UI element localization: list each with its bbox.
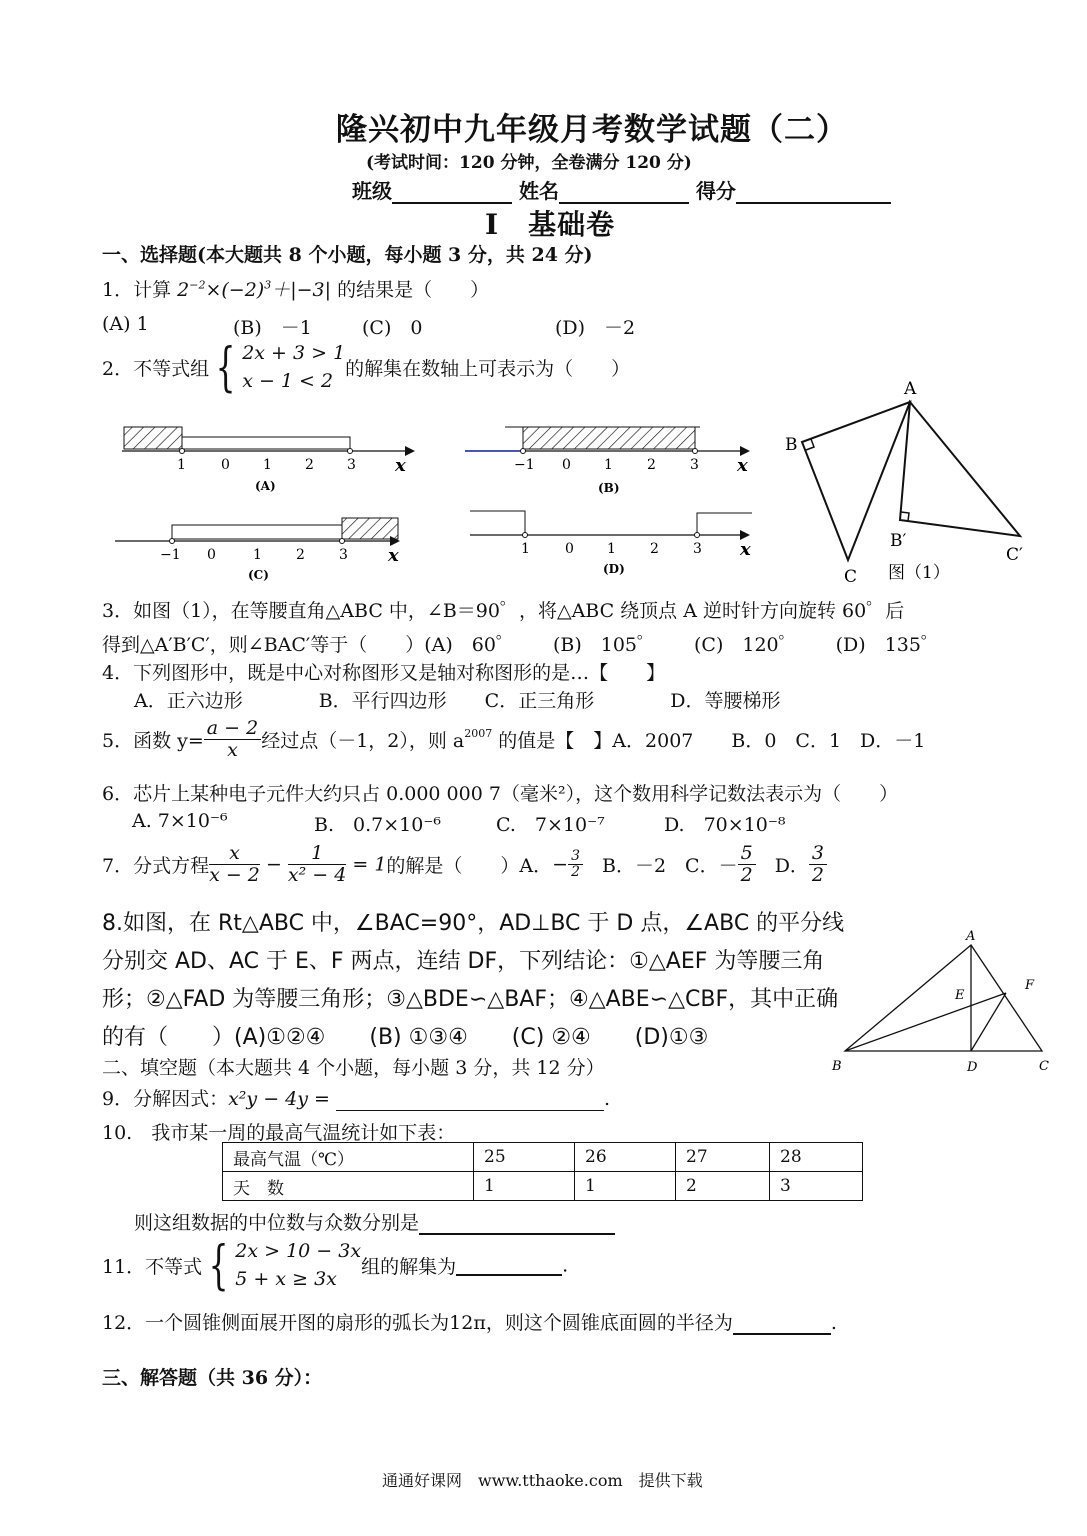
table-row: 天 数 1 1 2 3 (223, 1172, 863, 1201)
name-blank[interactable] (559, 184, 689, 204)
q8-label-a: A (966, 929, 976, 944)
q8-label-c: C (1039, 1059, 1049, 1074)
svg-text:1: 1 (253, 547, 262, 563)
figure-q8-triangle (825, 925, 1060, 1080)
svg-text:2: 2 (305, 457, 314, 473)
svg-text:1: 1 (263, 457, 272, 473)
question-8-line4: 的有（ ）(A)①②④ (B) ①③④ (C) ②④ (D)①③ (102, 1025, 709, 1050)
svg-text:2: 2 (647, 457, 656, 473)
number-line-c (115, 518, 400, 582)
x-axis-label-a: x (395, 455, 406, 476)
class-label: 班级 (352, 179, 392, 203)
question-8-line2: 分别交 AD、AC 于 E、F 两点，连结 DF，下列结论：①△AEF 为等腰三角 (102, 949, 825, 974)
brace-icon: { (215, 337, 236, 398)
q8-label-f: F (1025, 978, 1035, 993)
question-11: 11．不等式 { 2x > 10 − 3x 5 + x ≥ 3x 组的解集为 . (102, 1235, 569, 1296)
q11-answer-blank[interactable] (456, 1256, 562, 1276)
question-4: 4．下列图形中，既是中心对称图形又是轴对称图形的是…【 】 (102, 662, 666, 684)
question-2: 2．不等式组 { 2x + 3 > 1 x − 1 < 2 的解集在数轴上可表示为（ ） (102, 337, 631, 398)
number-line-b (465, 427, 750, 495)
q12-answer-blank[interactable] (733, 1315, 831, 1335)
section-basic: I 基础卷 (485, 208, 616, 241)
fig1-label-b-prime: B′ (890, 531, 907, 551)
q8-label-d: D (967, 1060, 978, 1075)
svg-text:2: 2 (296, 547, 305, 563)
svg-text:3: 3 (693, 541, 702, 557)
number-line-figures (110, 415, 770, 590)
q2-system: 2x + 3 > 1 x − 1 < 2 (242, 342, 346, 392)
x-axis-label-c: x (388, 545, 399, 566)
question-4-options: A．正六边形 B．平行四边形 C．正三角形 D．等腰梯形 (134, 690, 781, 712)
question-9: 9．分解因式：x²y − 4y = . (102, 1088, 611, 1110)
q1-option-c: (C) 0 (362, 317, 423, 339)
class-blank[interactable] (392, 184, 512, 204)
svg-text:3: 3 (339, 547, 348, 563)
svg-text:0: 0 (221, 457, 230, 473)
question-7: 7．分式方程 $\frac{x}{x - 2}$ − $\frac{1}{\text{x² − 4}}$ = 1的解是（ ）A．− $\frac{3}{2}$ B．－2 C．－ $\frac{5}{2}$ D． $\frac{3}{2}$ (102, 843, 827, 886)
label-a: (A) (255, 479, 276, 493)
q11-system: 2x > 10 − 3x 5 + x ≥ 3x (235, 1240, 362, 1290)
question-3-line1: 3．如图（1），在等腰直角△ABC 中，∠B＝90゜，将△ABC 绕顶点 A 逆时针方向旋转 60゜后 (102, 600, 905, 622)
question-5: 5．函数 y= $\frac{a - 2}{x}$ 经过点（－1，2），则 $a^{2007}$ 的值是【 】A．2007 B．0 C．1 D．－1 (102, 717, 926, 761)
q6-option-a: A. 7×10⁻⁶ (132, 810, 228, 832)
q10-answer-blank[interactable] (419, 1215, 615, 1235)
q6-option-c: C. 7×10⁻⁷ (496, 814, 605, 836)
svg-text:1: 1 (177, 457, 186, 473)
svg-text:0: 0 (207, 547, 216, 563)
score-blank[interactable] (736, 184, 891, 204)
number-line-a (122, 427, 415, 493)
svg-text:1: 1 (607, 541, 616, 557)
x-axis-label-d: x (740, 539, 751, 560)
question-10: 10. 我市某一周的最高气温统计如下表： (102, 1122, 456, 1144)
q6-option-d: D. 70×10⁻⁸ (664, 814, 786, 836)
label-c: (C) (248, 568, 269, 582)
page-title: 隆兴初中九年级月考数学试题（二） (336, 112, 848, 148)
q1-option-a: (A) 1 (102, 313, 149, 335)
question-8-line3: 形；②△FAD 为等腰三角形；③△BDE∽△BAF；④△ABE∽△CBF，其中正确 (102, 987, 839, 1012)
name-label: 姓名 (518, 179, 559, 203)
brace-icon: { (208, 1235, 229, 1296)
fig1-caption: 图（1） (888, 563, 950, 583)
q5-fraction: $\frac{a - 2}{x}$ (204, 718, 261, 761)
fig1-label-a: A (904, 379, 917, 399)
q9-answer-blank[interactable] (336, 1092, 604, 1111)
svg-text:2: 2 (650, 541, 659, 557)
svg-text:1: 1 (521, 541, 530, 557)
page-footer: 通通好课网 www.tthaoke.com 提供下载 (382, 1471, 703, 1490)
svg-text:3: 3 (347, 457, 356, 473)
q8-label-e: E (955, 988, 965, 1003)
svg-text:−1: −1 (514, 457, 535, 473)
temperature-table (222, 1142, 863, 1201)
svg-text:0: 0 (562, 457, 571, 473)
number-line-d (470, 511, 752, 576)
part1-heading: 一、选择题(本大题共 8 个小题，每小题 3 分，共 24 分) (102, 244, 593, 266)
score-label: 得分 (695, 179, 736, 203)
part3-heading: 三、解答题（共 36 分）： (102, 1367, 323, 1389)
label-d: (D) (603, 562, 625, 576)
q1-expression: $2^{-2}\times(-2)^3+|-3|$ (177, 278, 332, 301)
q6-option-b: B. 0.7×10⁻⁶ (314, 814, 441, 836)
fig1-label-c-prime: C′ (1006, 545, 1023, 565)
q10-followup: 则这组数据的中位数与众数分别是 (134, 1208, 615, 1235)
svg-text:−1: −1 (160, 547, 181, 563)
svg-text:0: 0 (565, 541, 574, 557)
exam-info: (考试时间：120 分钟，全卷满分 120 分) (366, 153, 692, 173)
x-axis-label-b: x (737, 455, 748, 476)
q1-option-d: (D) －2 (555, 317, 636, 339)
q1-option-b: (B) －1 (233, 317, 312, 339)
fig1-label-b: B (785, 435, 798, 455)
label-b: (B) (598, 481, 620, 495)
fig1-label-c: C (844, 567, 858, 587)
question-8-line1: 8.如图，在 Rt△ABC 中，∠BAC=90°，AD⊥BC 于 D 点，∠ABC 的平分线 (102, 911, 845, 936)
table-row: 最高气温（℃） 25 26 27 28 (223, 1143, 863, 1172)
question-6: 6．芯片上某种电子元件大约只占 0.000 000 7（毫米²），这个数用科学记数法表示为（ ） (102, 783, 899, 805)
q8-label-b: B (832, 1059, 842, 1074)
part2-heading: 二、填空题（本大题共 4 个小题，每小题 3 分，共 12 分） (102, 1057, 605, 1079)
question-1: 1．计算 $2^{-2}\times(-2)^3+|-3|$ 的结果是（ ） (102, 278, 490, 301)
student-info-row (352, 175, 891, 204)
svg-text:1: 1 (604, 457, 613, 473)
svg-text:3: 3 (690, 457, 699, 473)
question-12: 12．一个圆锥侧面展开图的扇形的弧长为12π，则这个圆锥底面圆的半径为 . (102, 1312, 837, 1334)
question-3-line2: 得到△A′B′C′，则∠BAC′等于（ ）(A) 60゜ (B) 105゜ (C) 120゜ (D) 135゜ (102, 634, 940, 656)
figure-1-rotation (780, 370, 1080, 595)
